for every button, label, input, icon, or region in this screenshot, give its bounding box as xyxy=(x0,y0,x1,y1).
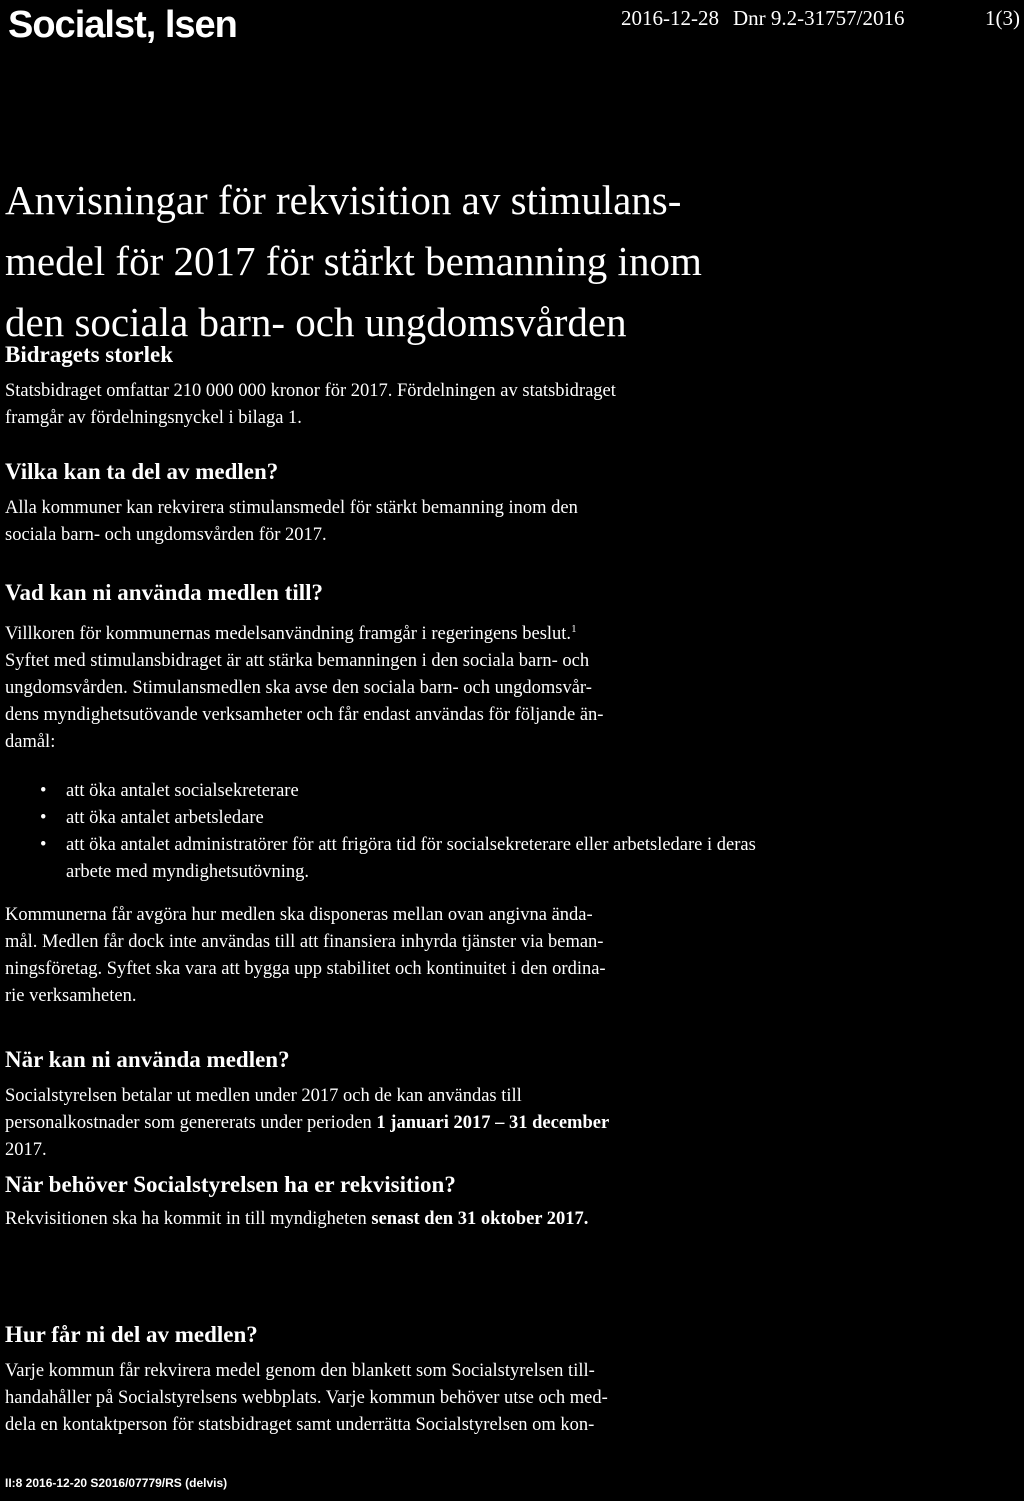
title-line: den sociala barn- och ungdomsvården xyxy=(5,299,627,345)
paragraph-line: ningsföretag. Syftet ska vara att bygga upp stabilitet och kontinuitet i den ordina- xyxy=(5,959,606,980)
paragraph-line: Varje kommun får rekvirera medel genom den blankett som Socialstyrelsen till- xyxy=(5,1361,595,1381)
document-date: 2016-12-28 xyxy=(621,6,719,30)
section-heading: När behöver Socialstyrelsen ha er rekvisition? xyxy=(5,1172,456,1197)
document-title xyxy=(5,170,805,353)
paragraph-text: Rekvisitionen ska ha kommit in till myndigheten xyxy=(5,1209,372,1229)
title-line: medel för 2017 för stärkt bemanning inom xyxy=(5,238,702,284)
socialstyrelsen-logo: Socialst, lsen xyxy=(8,4,237,46)
paragraph-text: personalkostnader som genererats under perioden xyxy=(5,1113,377,1133)
section-heading: Bidragets storlek xyxy=(5,342,174,367)
paragraph-line: Statsbidraget omfattar 210 000 000 kronor för 2017. Fördelningen av statsbidraget xyxy=(5,381,616,401)
bullet-icon: • xyxy=(40,808,47,829)
paragraph-line: handahåller på Socialstyrelsens webbplats. Varje kommun behöver utse och med- xyxy=(5,1388,608,1408)
list-item-text: att öka antalet arbetsledare xyxy=(66,808,264,829)
list-item-text: att öka antalet socialsekreterare xyxy=(66,781,299,802)
paragraph-line: Kommunerna får avgöra hur medlen ska disponeras mellan ovan angivna ända- xyxy=(5,905,593,926)
paragraph-line: 2017. xyxy=(5,1140,47,1160)
paragraph-line: dens myndighetsutövande verksamheter och får endast användas för följande än- xyxy=(5,705,604,726)
paragraph-line: ungdomsvården. Stimulansmedlen ska avse den sociala barn- och ungdomsvår- xyxy=(5,678,592,699)
footer-reference: II:8 2016-12-20 S2016/07779/RS (delvis) xyxy=(5,1476,228,1490)
bullet-list xyxy=(5,778,805,886)
section-heading: Vilka kan ta del av medlen? xyxy=(5,459,279,484)
page-header xyxy=(0,0,1024,50)
paragraph-line: dela en kontaktperson för statsbidraget samt underrätta Socialstyrelsen om kon- xyxy=(5,1415,595,1435)
paragraph-line: rie verksamheten. xyxy=(5,986,137,1007)
paragraph-text: Villkoren för kommunernas medelsanvändning framgår i regeringens beslut. xyxy=(5,624,572,645)
section-heading: När kan ni använda medlen? xyxy=(5,1047,290,1072)
deadline-text: senast den 31 oktober 2017. xyxy=(371,1209,589,1229)
paragraph-line xyxy=(5,1206,805,1233)
paragraph-line xyxy=(5,616,805,648)
page-number: 1(3) xyxy=(985,6,1020,30)
section-nar-kan xyxy=(5,1045,805,1164)
section-vilka-kan xyxy=(5,457,805,549)
period-dates: 1 januari 2017 – 31 december xyxy=(376,1113,610,1133)
list-item xyxy=(5,805,805,832)
list-item xyxy=(5,832,766,886)
title-line: Anvisningar för rekvisition av stimulans- xyxy=(5,177,682,223)
list-item xyxy=(5,778,805,805)
section-nar-behover xyxy=(5,1170,805,1233)
document-number: Dnr 9.2-31757/2016 xyxy=(733,6,905,30)
bullet-icon: • xyxy=(40,781,47,802)
bullet-icon: • xyxy=(40,835,47,856)
list-item-text: att öka antalet administratörer för att frigöra tid för socialsekreterare eller arbetsledare i deras arbete med myndighetsutövning. xyxy=(66,835,756,883)
section-heading: Vad kan ni använda medlen till? xyxy=(5,580,324,605)
paragraph-line: mål. Medlen får dock inte användas till att finansiera inhyrda tjänster via beman- xyxy=(5,932,604,953)
paragraph-line: Alla kommuner kan rekvirera stimulansmedel för stärkt bemanning inom den xyxy=(5,498,578,518)
paragraph-line: damål: xyxy=(5,732,56,753)
section-bidragets-storlek xyxy=(5,340,805,432)
paragraph-line: framgår av fördelningsnyckel i bilaga 1. xyxy=(5,408,302,428)
paragraph-line xyxy=(5,1110,805,1137)
paragraph-line: Socialstyrelsen betalar ut medlen under 2017 och de kan användas till xyxy=(5,1086,522,1106)
section-vad-kan xyxy=(5,578,805,1010)
paragraph-line: sociala barn- och ungdomsvården för 2017. xyxy=(5,525,327,545)
section-hur-far xyxy=(5,1320,805,1439)
footnote-ref: 1 xyxy=(571,623,577,635)
paragraph-line: Syftet med stimulansbidraget är att stärka bemanningen i den sociala barn- och xyxy=(5,651,590,672)
section-heading: Hur får ni del av medlen? xyxy=(5,1322,258,1347)
